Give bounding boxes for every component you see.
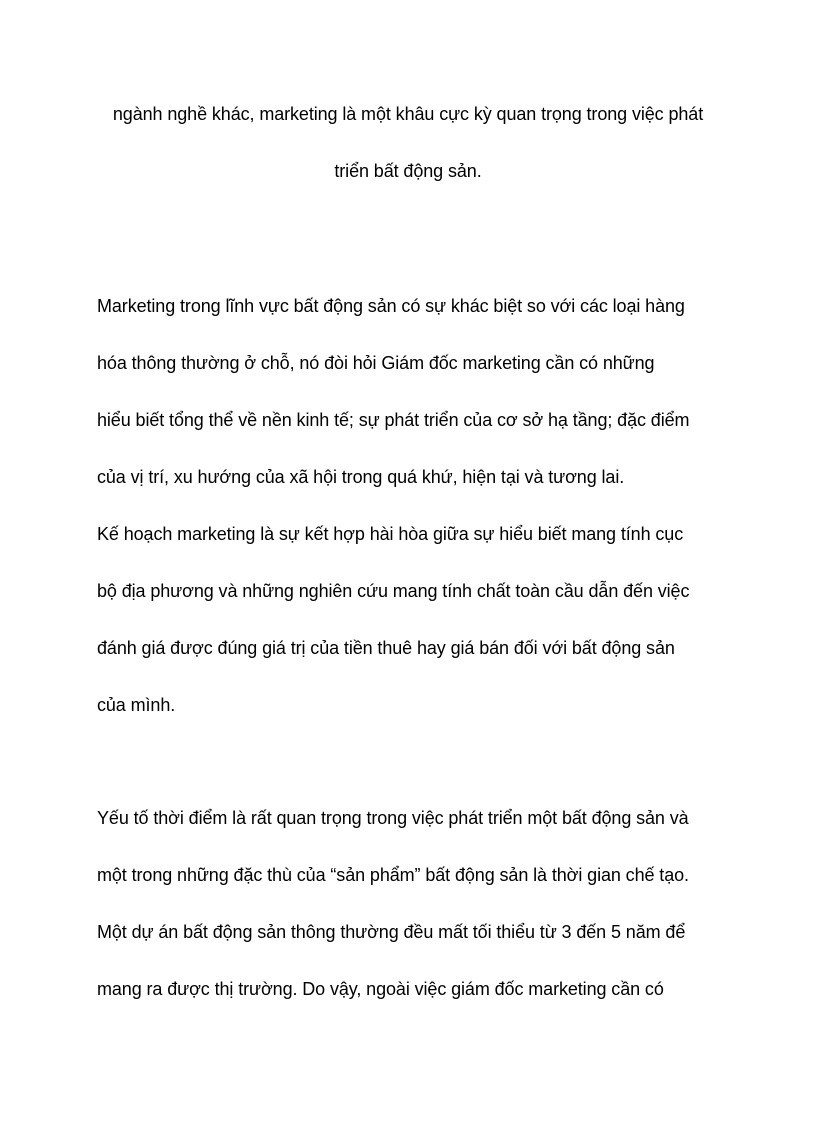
- paragraph-2-line-3: đánh giá được đúng giá trị của tiền thuê hay giá bán đối với bất động sản: [97, 638, 675, 658]
- paragraph-2-line-1: Kế hoạch marketing là sự kết hợp hài hòa giữa sự hiểu biết mang tính cục: [97, 524, 684, 544]
- paragraph-2-line-4: của mình.: [97, 695, 176, 715]
- paragraph-1-line-1: Marketing trong lĩnh vực bất động sản có sự khác biệt so với các loại hàng: [97, 296, 685, 316]
- paragraph-1-line-3: hiểu biết tổng thể về nền kinh tế; sự phát triển của cơ sở hạ tầng; đặc điểm: [97, 410, 690, 430]
- paragraph-3-line-3: Một dự án bất động sản thông thường đều mất tối thiểu từ 3 đến 5 năm để: [97, 922, 686, 942]
- paragraph-3-line-2: một trong những đặc thù của “sản phẩm” bất động sản là thời gian chế tạo.: [97, 865, 689, 885]
- paragraph-1-line-2: hóa thông thường ở chỗ, nó đòi hỏi Giám đốc marketing cần có những: [97, 353, 655, 373]
- paragraph-3-line-1: Yếu tố thời điểm là rất quan trọng trong việc phát triển một bất động sản và: [97, 808, 689, 828]
- paragraph-1-line-4: của vị trí, xu hướng của xã hội trong quá khứ, hiện tại và tương lai.: [97, 467, 625, 487]
- paragraph-2-line-2: bộ địa phương và những nghiên cứu mang tính chất toàn cầu dẫn đến việc: [97, 581, 690, 601]
- intro-line-2: triển bất động sản.: [334, 161, 482, 181]
- intro-line-1: ngành nghề khác, marketing là một khâu cực kỳ quan trọng trong việc phát: [112, 104, 704, 124]
- paragraph-3-line-4: mang ra được thị trường. Do vậy, ngoài việc giám đốc marketing cần có: [97, 979, 664, 999]
